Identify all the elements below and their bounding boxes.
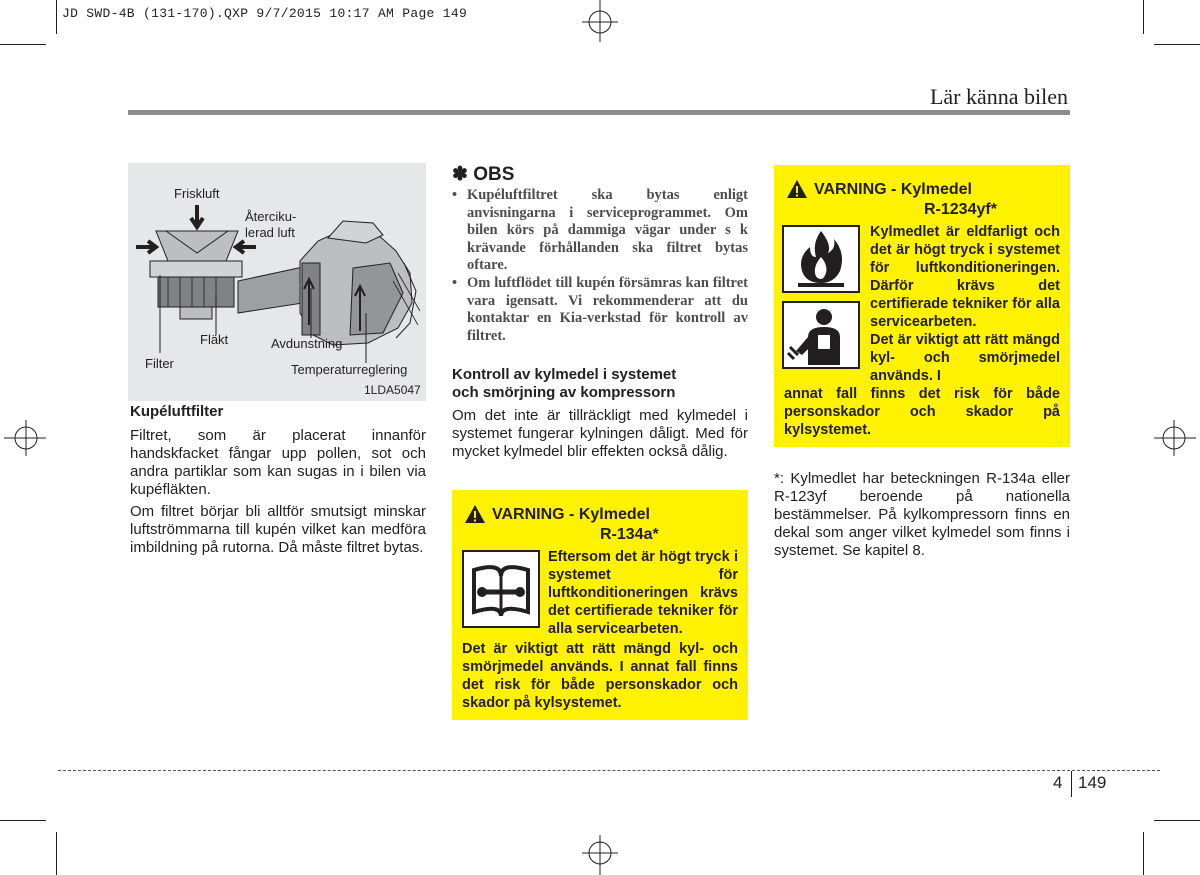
- obs-item: • Om luftflödet till kupén försämras kan filtret vara igensatt. Vi rekommenderar att du kontaktar en Kia-verkstad för kontroll av filtret.: [452, 275, 748, 345]
- registration-mark-icon: [580, 0, 620, 42]
- print-slug: JD SWD-4B (131-170).QXP 9/7/2015 10:17 AM Page 149: [62, 6, 468, 21]
- label-temperaturreglering: Temperaturreglering: [291, 362, 408, 377]
- label-filter: Filter: [145, 356, 174, 371]
- label-flakt: Fläkt: [200, 332, 229, 347]
- warning-subtitle: R-134a*: [600, 526, 659, 543]
- page-number: 149: [1078, 773, 1107, 792]
- header-rule: [128, 110, 1070, 115]
- crop-mark: [1154, 44, 1200, 45]
- warning-text: Kylmedlet är eldfarligt och det är högt tryck i systemet för luftkonditioneringen. Därför krävs det certifierade tekniker för alla servicearbeten.: [870, 224, 1060, 330]
- footnote: *: Kylmedlet har beteckningen R-134a eller R-123yf beroende på nationella bestämmelser. På kylkompressorn finns en dekal som anger vilket kylmedel som finns i systemet. Se kapitel 8.: [774, 470, 1070, 559]
- warning-box-r134a: [452, 490, 748, 720]
- obs-item: • Kupéluftfiltret ska bytas enligt anvisningarna i serviceprogrammet. Om bilen körs på dammiga vägar under s k krävande förhållanden ska filtret bytas oftare.: [452, 187, 748, 275]
- page-separator: [1071, 771, 1072, 797]
- heading-kontroll-1: Kontroll av kylmedel i systemet: [452, 366, 677, 383]
- heading-kupeluftfilter: Kupéluftfilter: [130, 403, 224, 420]
- obs-list: [452, 187, 748, 345]
- warning-title: VARNING - Kylmedel: [814, 181, 972, 198]
- warning-text: Det är viktigt att rätt mängd kyl- och smörjmedel används. I annat fall finns det risk för både personskador och skador på kylsystemet.: [462, 641, 738, 711]
- crop-mark: [1143, 0, 1144, 34]
- label-atercirkulerad-2: lerad luft: [245, 225, 295, 240]
- warning-box-r1234yf: [774, 165, 1070, 447]
- flammable-icon: [782, 225, 860, 293]
- label-avdunstning: Avdunstning: [271, 336, 343, 351]
- obs-title: ✽ OBS: [452, 164, 515, 185]
- service-manual-icon: [462, 550, 540, 628]
- warning-text: Eftersom det är högt tryck i systemet för luftkonditioneringen krävs det certifierade tekniker för alla servicearbeten.: [548, 549, 738, 637]
- paragraph: Filtret, som är placerat innanför handskfacket fångar upp pollen, sot och andra partiklar som kan sugas in i bilen via kupéfläkten.: [130, 427, 426, 498]
- registration-mark-icon: [1154, 418, 1196, 458]
- heading-kontroll-2: och smörjning av kompressorn: [452, 384, 676, 401]
- warning-subtitle: R-1234yf*: [924, 201, 997, 218]
- label-atercirkulerad-1: Återciku-: [245, 209, 297, 224]
- chapter-number: 4: [1053, 773, 1063, 792]
- label-friskluft: Friskluft: [174, 186, 220, 201]
- crop-mark: [0, 820, 46, 821]
- crop-mark: [56, 832, 57, 875]
- paragraph: Om filtret börjar bli alltför smutsigt minskar luftströmmarna till kupén vilket kan medföra imbildning på rutorna. Då måste filtret bytas.: [130, 503, 426, 556]
- crop-mark: [56, 0, 57, 34]
- warning-triangle-icon: [464, 504, 486, 524]
- warning-text: annat fall finns det risk för både personskador och skador på kylsystemet.: [784, 386, 1060, 438]
- registration-mark-icon: [580, 835, 620, 875]
- paragraph: Om det inte är tillräckligt med kylmedel i systemet fungerar kylningen dåligt. Med för mycket kylmedel blir effekten också dålig.: [452, 407, 748, 460]
- crop-mark: [1154, 820, 1200, 821]
- section-title: Lär känna bilen: [929, 84, 1068, 109]
- warning-text: Det är viktigt att rätt mängd kyl- och smörjmedel används. I: [870, 332, 1060, 384]
- kupeluftfilter-text: [130, 427, 426, 561]
- crop-mark: [0, 44, 46, 45]
- registration-mark-icon: [4, 418, 46, 458]
- kontroll-text: [452, 407, 748, 465]
- figure-code: 1LDA5047: [364, 383, 421, 397]
- warning-triangle-icon: [786, 179, 808, 199]
- technician-icon: [782, 301, 860, 369]
- footer-rule: [58, 770, 1160, 771]
- crop-mark: [1143, 832, 1144, 875]
- warning-title: VARNING - Kylmedel: [492, 506, 650, 523]
- airflow-diagram: [128, 163, 426, 401]
